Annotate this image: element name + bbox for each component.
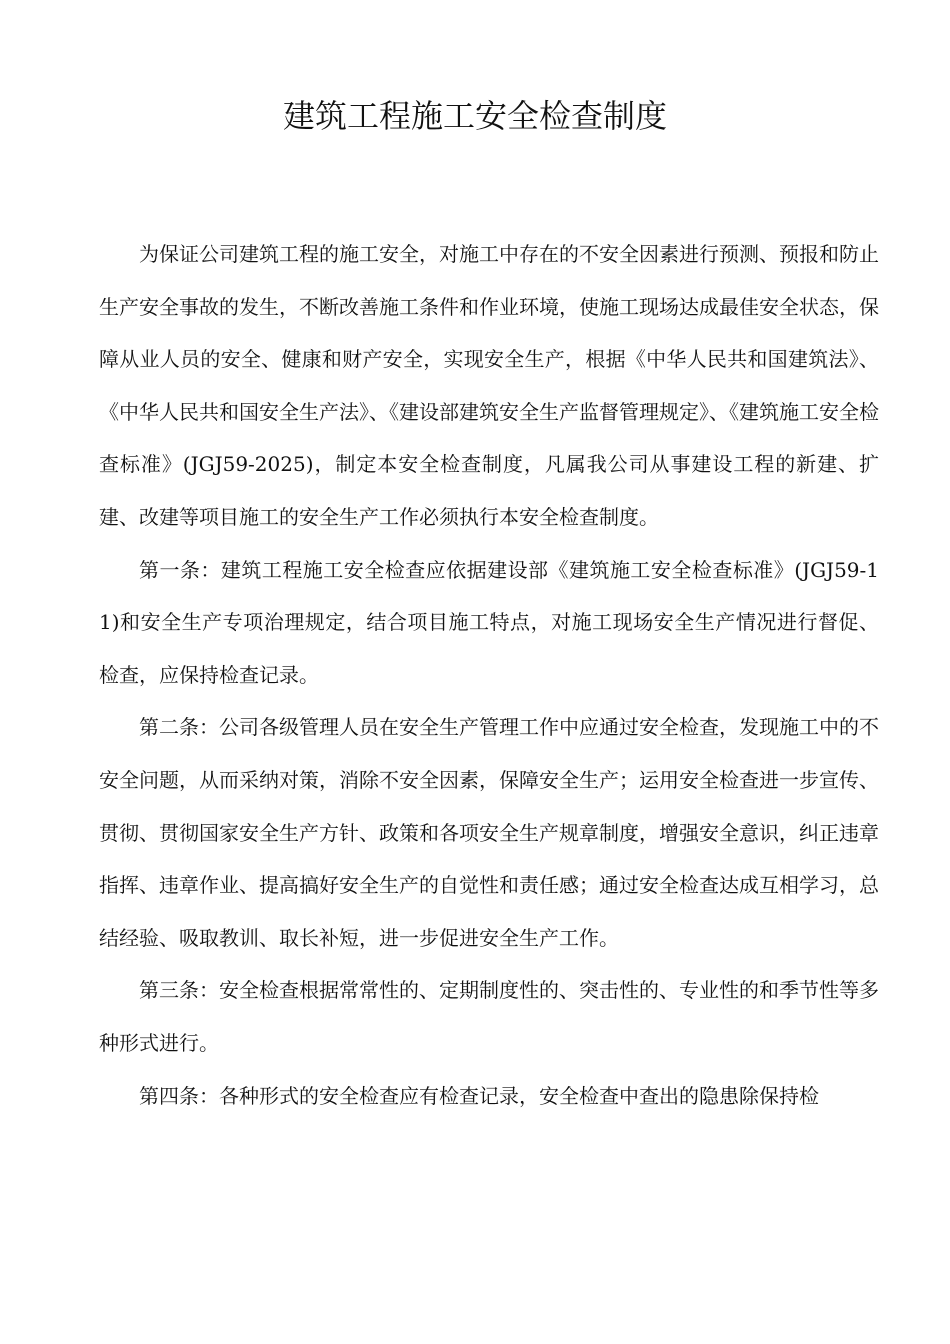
intro-paragraph: 为保证公司建筑工程的施工安全，对施工中存在的不安全因素进行预测、预报和防止生产安全事故的发生，不断改善施工条件和作业环境，使施工现场达成最佳安全状态，保障从业人员的安全、健康和财产安全，实现安全生产，根据《中华人民共和国建筑法》、《中华人民共和国安全生产法》、《建设部建筑安全生产监督管理规定》、《建筑施工安全检查标准》(JGJ59-2025)，制定本安全检查制度，凡属我公司从事建设工程的新建、扩建、改建等项目施工的安全生产工作必须执行本安全检查制度。 [99, 242, 879, 529]
article-2-paragraph: 第二条：公司各级管理人员在安全生产管理工作中应通过安全检查，发现施工中的不安全问题，从而采纳对策，消除不安全因素，保障安全生产；运用安全检查进一步宣传、贯彻、贯彻国家安全生产方针、政策和各项安全生产规章制度，增强安全意识，纠正违章指挥、违章作业、提高搞好安全生产的自觉性和责任感；通过安全检查达成互相学习，总结经验、吸取教训、取长补短，进一步促进安全生产工作。 [99, 715, 879, 950]
document-body [99, 228, 879, 1122]
document-title: 建筑工程施工安全检查制度 [282, 97, 667, 135]
article-4-paragraph: 第四条：各种形式的安全检查应有检查记录，安全检查中查出的隐患除保持检 [139, 1083, 819, 1108]
article-1-paragraph: 第一条：建筑工程施工安全检查应依据建设部《建筑施工安全检查标准》(JGJ59-11)和安全生产专项治理规定，结合项目施工特点，对施工现场安全生产情况进行督促、检查，应保持检查记录。 [99, 557, 879, 687]
article-3-paragraph: 第三条：安全检查根据常常性的、定期制度性的、突击性的、专业性的和季节性等多种形式进行。 [99, 978, 879, 1055]
